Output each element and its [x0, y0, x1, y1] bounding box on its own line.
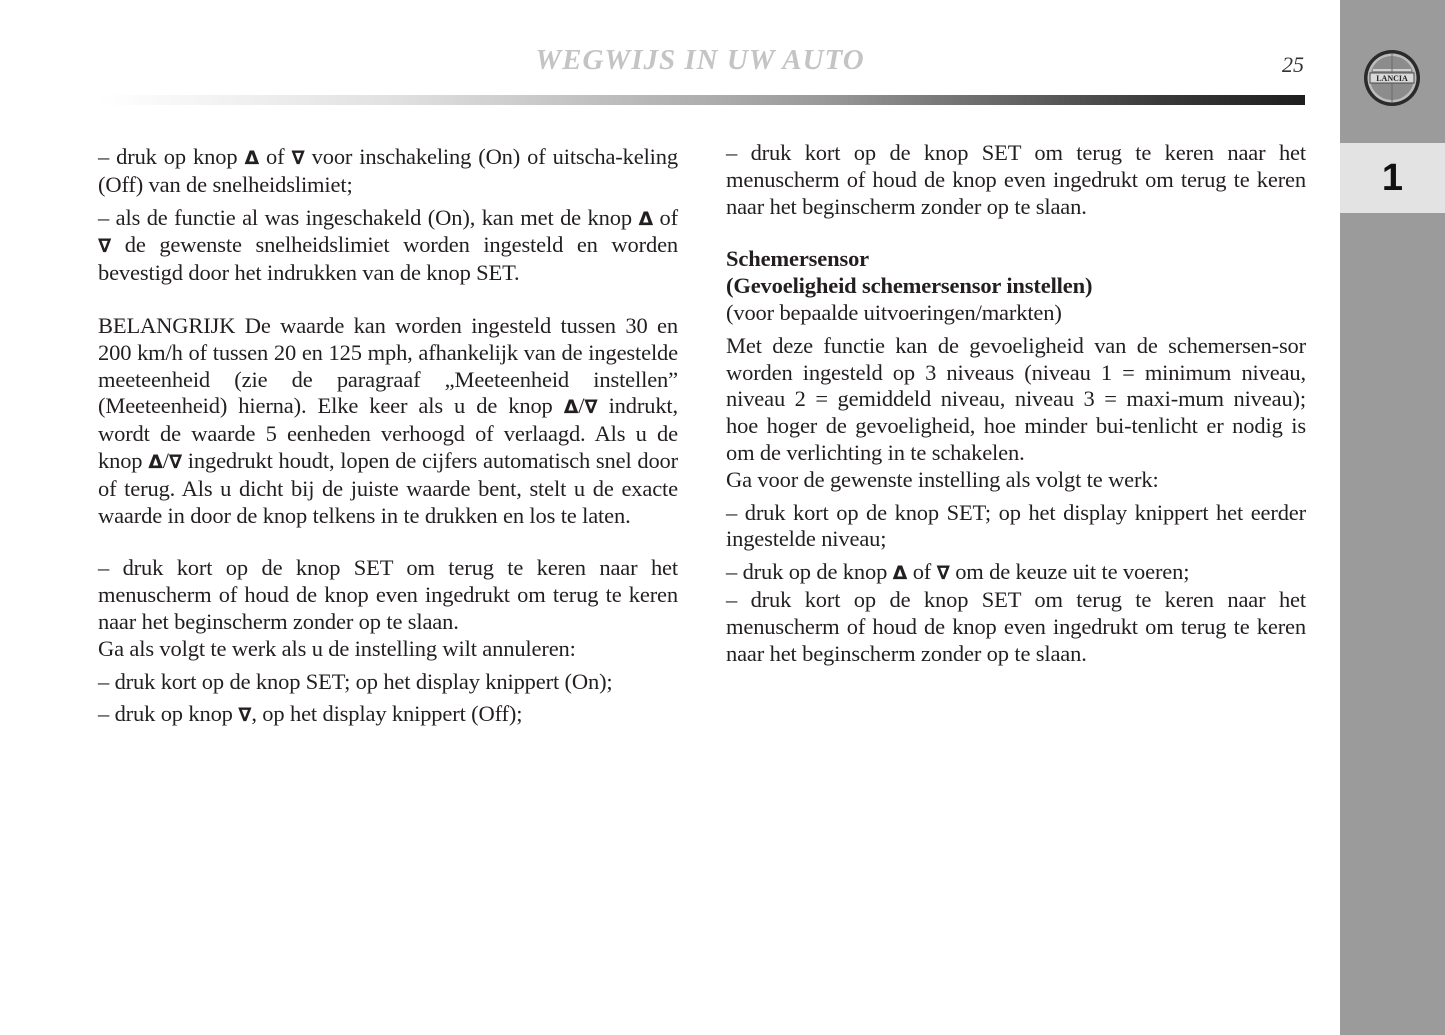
down-triangle-icon: ∇: [98, 235, 112, 258]
up-triangle-icon: Δ: [638, 207, 654, 230]
down-triangle-icon: ∇: [238, 704, 252, 727]
section-heading: Schemersensor: [726, 246, 870, 272]
paragraph: [98, 205, 678, 287]
left-text-column: [98, 144, 678, 729]
text-run: – druk op knop: [98, 144, 245, 169]
chapter-marker: [1340, 143, 1445, 213]
paragraph: – druk kort op de knop SET om terug te keren naar het menuscherm of houd de knop even ingedrukt om terug te keren naar het beginscherm zonder op te slaan.: [726, 140, 1306, 219]
right-text-column: [726, 140, 1306, 667]
header-gradient-rule: [98, 95, 1305, 105]
up-triangle-icon: Δ: [148, 450, 163, 473]
paragraph: – druk kort op de knop SET om terug te keren naar het menuscherm of houd de knop even ingedrukt om terug te keren naar het beginscherm zonder op te slaan.: [98, 555, 678, 634]
up-triangle-icon: Δ: [244, 147, 260, 169]
paragraph: [98, 701, 678, 729]
paragraph: – druk kort op de knop SET om terug te keren naar het menuscherm of houd de knop even ingedrukt om terug te keren naar het beginscherm zonder op te slaan.: [726, 586, 1306, 666]
paragraph: Ga voor de gewenste instelling als volgt te werk:: [726, 466, 1159, 492]
down-triangle-icon: ∇: [584, 396, 598, 419]
text-run: – als de functie al was ingeschakeld (On), kan met de knop: [98, 204, 639, 230]
text-run: de gewenste snelheidslimiet worden ingesteld en worden bevestigd door het indrukken van de knop SET.: [98, 232, 678, 286]
text-run: indrukt, wordt de waarde 5 eenheden verhoogd of verlaagd. Als u de knop: [98, 393, 678, 473]
running-header-title: WEGWIJS IN UW AUTO: [535, 44, 865, 76]
up-triangle-icon: Δ: [892, 562, 908, 585]
paragraph: Met deze functie kan de gevoeligheid van de schemersen-sor worden ingesteld op 3 niveaus (niveau 1 = minimum niveau, niveau 2 = gemiddeld niveau, niveau 3 = maxi-mum niveau); hoe hoger de gevoeligheid, hoe minder bui-tenlicht er nodig is om de verlichting in te schakelen.: [726, 332, 1306, 465]
logo-wordmark: LANCIA: [1376, 74, 1408, 83]
page-number: 25: [1282, 52, 1304, 77]
text-run: of: [259, 144, 292, 169]
text-run: , op het display knippert (Off);: [251, 701, 523, 727]
text-run: voor inschakeling (On) of uitscha-keling (Off) van de snelheidslimiet;: [98, 144, 678, 197]
paragraph: [98, 144, 678, 199]
text-run: of: [907, 559, 937, 585]
text-run: om de keuze uit te voeren;: [949, 559, 1190, 585]
text-run: BELANGRIJK De waarde kan worden ingesteld tussen 30 en 200 km/h of tussen 20 en 125 mph, afhankelijk van de ingestelde meeteenheid (zie de paragraaf „Meeteenheid instellen” (Meeteenheid) hierna). Elke keer als u de knop: [98, 312, 678, 419]
down-triangle-icon: ∇: [168, 450, 182, 473]
text-run: ingedrukt houdt, lopen de cijfers automatisch snel door of terug. Als u dicht bij de juiste waarde bent, stelt u de exacte waarde in door de knop telkens in te drukken en los te laten.: [98, 447, 678, 528]
lancia-logo-icon: [1362, 48, 1422, 108]
text-run: of: [653, 204, 678, 230]
down-triangle-icon: ∇: [936, 562, 950, 585]
paragraph: [726, 559, 1306, 587]
chapter-number: 1: [1381, 156, 1404, 199]
up-triangle-icon: Δ: [563, 396, 579, 419]
text-run: – druk op knop: [98, 701, 239, 727]
paragraph: – druk kort op de knop SET; op het display knippert het eerder ingestelde niveau;: [726, 499, 1306, 552]
important-note: BELANGRIJK De waarde kan worden ingesteld tussen 30 en 200 km/h of tussen 20 en 125 mph, afhankelijk van de ingestelde meeteenheid (zie de paragraaf „Meeteenheid instellen” (Meeteenheid) hierna). Elke keer als u de knop Δ/∇ indrukt, wordt de waarde 5 eenheden verhoogd of verlaagd. Als u de knop Δ/∇ ingedrukt houdt, lopen de cijfers automatisch snel door of terug. Als u dicht bij de juiste waarde bent, stelt u de exacte waarde in door de knop telkens in te drukken en los te laten.: [98, 312, 678, 528]
section-note: (voor bepaalde uitvoeringen/markten): [726, 299, 1062, 325]
paragraph: Ga als volgt te werk als u de instelling wilt annuleren:: [98, 635, 576, 661]
paragraph: – druk kort op de knop SET; op het display knippert (On);: [98, 668, 613, 694]
down-triangle-icon: ∇: [291, 147, 305, 169]
section-subheading: (Gevoeligheid schemersensor instellen): [726, 273, 1093, 299]
text-run: – druk op de knop: [726, 559, 893, 585]
